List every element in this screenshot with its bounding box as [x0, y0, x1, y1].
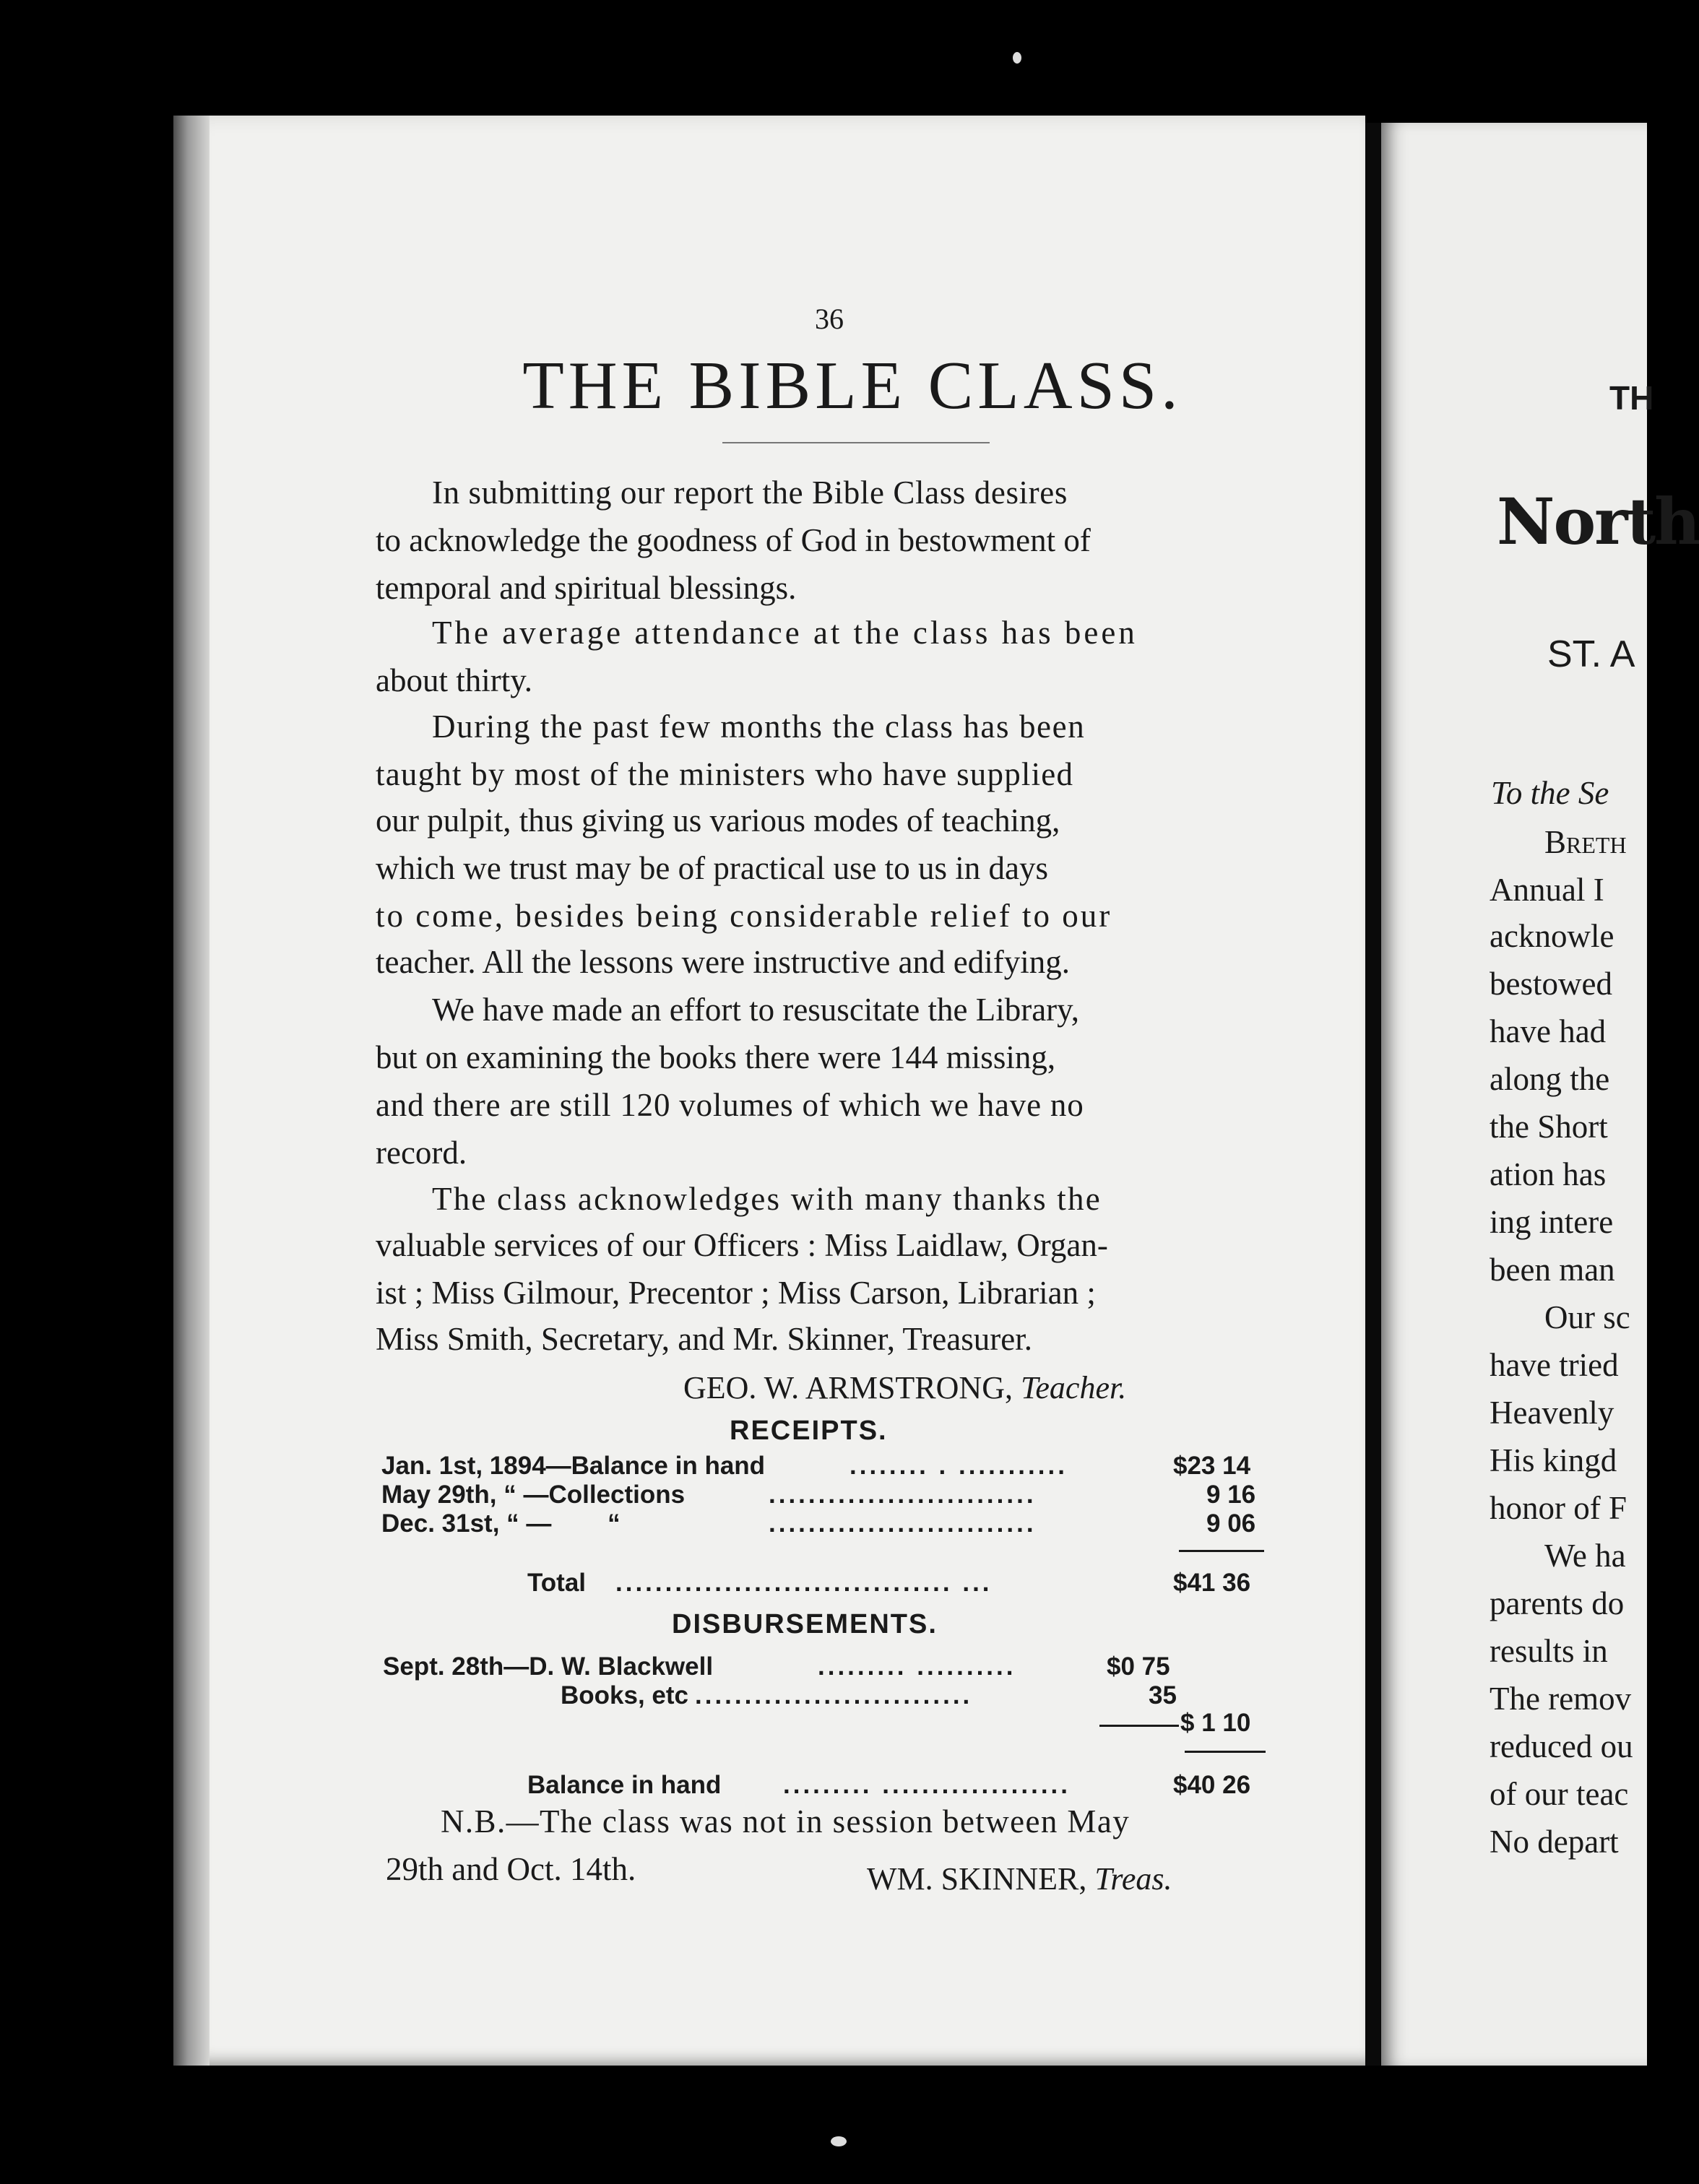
right-page: [1381, 123, 1699, 2066]
right-page-line: Annual I: [1490, 872, 1604, 908]
dot-leader: ...........................: [769, 1509, 1037, 1538]
scan-speck: [831, 2136, 847, 2146]
right-page-line: parents do: [1490, 1585, 1625, 1621]
page-edge: [173, 116, 209, 2066]
body-line: The average attendance at the class has been: [432, 615, 1138, 651]
right-page-line: along the: [1490, 1061, 1610, 1097]
right-page-line: have had: [1490, 1013, 1607, 1049]
body-line: We have made an effort to resuscitate the Library,: [432, 992, 1079, 1028]
disbursements-total-amount: $ 1 10: [1180, 1709, 1251, 1737]
disbursement-row-label: Books, etc: [561, 1681, 688, 1710]
body-line: to acknowledge the goodness of God in bestowment of: [376, 522, 1091, 558]
disbursements-heading: DISBURSEMENTS.: [672, 1609, 938, 1639]
right-page-subheader: ST. A: [1547, 633, 1635, 675]
page-title: THE BIBLE CLASS.: [522, 348, 1183, 423]
disbursement-row-amount: $0 75: [1107, 1652, 1170, 1681]
right-page-line: results in: [1490, 1633, 1608, 1669]
body-line: teacher. All the lessons were instructive and edifying.: [376, 944, 1070, 980]
sum-rule: [1099, 1725, 1179, 1727]
treasurer-name: WM. SKINNER,: [867, 1861, 1087, 1897]
disbursement-row-amount: 35: [1149, 1681, 1177, 1710]
body-line: which we trust may be of practical use to us in days: [376, 850, 1049, 886]
disbursement-row-label: Sept. 28th—D. W. Blackwell: [383, 1652, 714, 1681]
body-line: our pulpit, thus giving us various modes of teaching,: [376, 802, 1060, 838]
receipts-total-label: Total: [527, 1569, 587, 1597]
body-line: In submitting our report the Bible Class desires: [432, 474, 1068, 511]
dot-leader: .................................. ...: [615, 1569, 993, 1597]
treasurer-signature: [867, 1860, 1172, 1897]
note-line: N.B.—The class was not in session between May: [441, 1803, 1130, 1840]
right-page-salutation: To the Se: [1491, 775, 1609, 811]
body-line: During the past few months the class has been: [432, 708, 1086, 745]
right-page-line: His kingd: [1490, 1442, 1617, 1478]
right-page-line: have tried: [1490, 1347, 1619, 1383]
body-line: taught by most of the ministers who have supplied: [376, 756, 1074, 792]
balance-amount: $40 26: [1173, 1771, 1251, 1799]
receipt-row-label: May 29th, “ —Collections: [381, 1481, 686, 1509]
dot-leader: ......... ..........: [818, 1652, 1016, 1681]
teacher-signature: [683, 1369, 1126, 1406]
page-number: 36: [815, 303, 844, 335]
teacher-name: GEO. W. ARMSTRONG,: [683, 1370, 1013, 1405]
right-page-line: ing intere: [1490, 1204, 1614, 1240]
teacher-role: Teacher.: [1020, 1370, 1127, 1405]
right-page-header: TH: [1609, 379, 1654, 417]
right-page-line: Our sc: [1544, 1299, 1630, 1335]
right-page-line: Heavenly: [1490, 1395, 1614, 1431]
right-page-line: Breth: [1544, 824, 1627, 860]
right-page-line: bestowed: [1490, 966, 1612, 1002]
body-line: about thirty.: [376, 662, 533, 698]
dot-leader: ...........................: [769, 1481, 1037, 1509]
right-page-line: ation has: [1490, 1156, 1607, 1192]
receipt-row-label: Dec. 31st, “ — “: [381, 1509, 621, 1538]
scan-speck: [1013, 52, 1021, 64]
receipt-row-amount: 9 16: [1206, 1481, 1256, 1509]
receipts-heading: RECEIPTS.: [730, 1416, 888, 1446]
dot-leader: ........ . ...........: [850, 1452, 1068, 1480]
right-page-line: reduced ou: [1490, 1728, 1633, 1764]
dot-leader: ......... ...................: [783, 1771, 1071, 1799]
receipt-row-amount: $23 14: [1173, 1452, 1251, 1480]
right-page-line: honor of F: [1490, 1490, 1627, 1526]
treasurer-role: Treas.: [1094, 1861, 1172, 1897]
right-page-line: been man: [1490, 1252, 1615, 1288]
sum-rule: [1185, 1751, 1266, 1753]
receipt-row-amount: 9 06: [1206, 1509, 1256, 1538]
book-gutter: [1365, 123, 1381, 2066]
body-line: to come, besides being considerable relief to our: [376, 898, 1112, 934]
note-line: 29th and Oct. 14th.: [386, 1851, 636, 1887]
receipts-total-amount: $41 36: [1173, 1569, 1251, 1597]
right-page-line: The remov: [1490, 1681, 1632, 1717]
right-page-blackletter-title: North: [1497, 484, 1699, 559]
body-line: temporal and spiritual blessings.: [376, 570, 797, 606]
balance-label: Balance in hand: [527, 1771, 722, 1799]
body-line: but on examining the books there were 144 missing,: [376, 1039, 1056, 1075]
right-page-line: We ha: [1544, 1538, 1626, 1574]
body-line: record.: [376, 1135, 467, 1171]
receipt-row-label: Jan. 1st, 1894—Balance in hand: [381, 1452, 766, 1480]
body-line: valuable services of our Officers : Miss Laidlaw, Organ-: [376, 1227, 1108, 1263]
dot-leader: ............................: [695, 1681, 973, 1710]
sum-rule: [1179, 1550, 1264, 1552]
body-line: and there are still 120 volumes of which we have no: [376, 1087, 1084, 1123]
body-line: The class acknowledges with many thanks the: [432, 1181, 1102, 1217]
right-page-line: acknowle: [1490, 918, 1614, 954]
body-line: Miss Smith, Secretary, and Mr. Skinner, Treasurer.: [376, 1321, 1032, 1357]
title-rule: [722, 442, 990, 443]
right-page-line: No depart: [1490, 1824, 1619, 1860]
right-page-line: the Short: [1490, 1109, 1608, 1145]
right-page-line: of our teac: [1490, 1776, 1629, 1812]
body-line: ist ; Miss Gilmour, Precentor ; Miss Carson, Librarian ;: [376, 1275, 1096, 1311]
